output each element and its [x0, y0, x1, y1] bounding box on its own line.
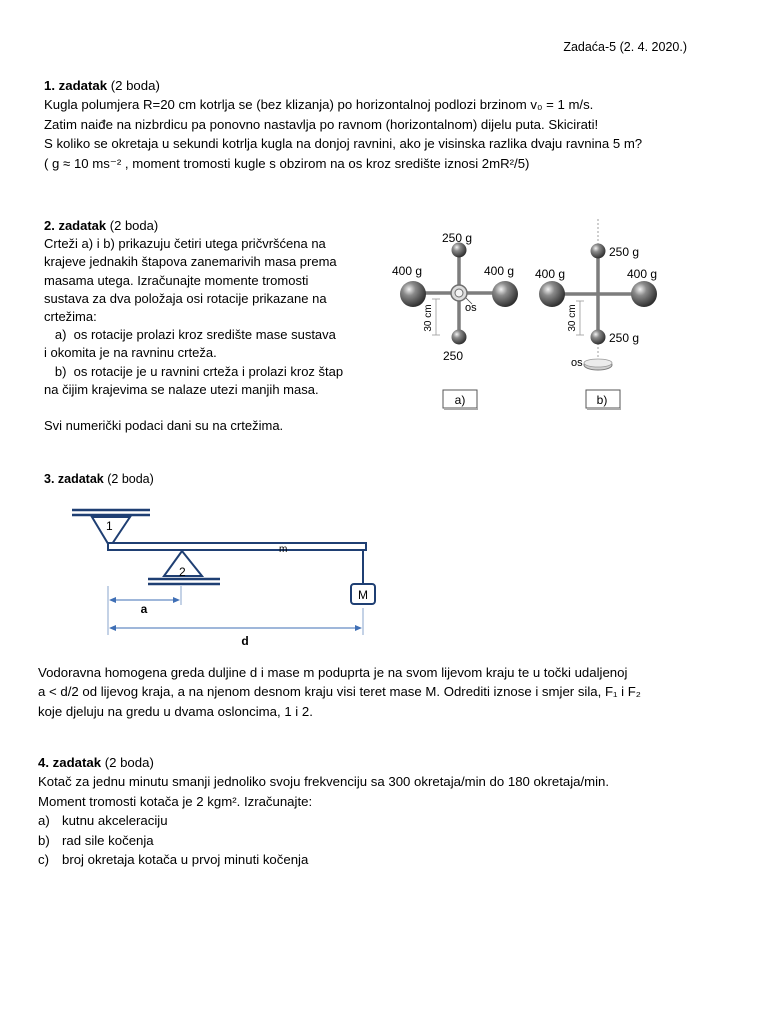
task-2-line: masama utega. Izračunajte momente tromosti — [44, 272, 309, 288]
mass-ball-small — [591, 330, 606, 345]
task-4-item-label: b) — [38, 832, 50, 848]
task-1-heading — [44, 76, 642, 95]
label-distance-d: d — [241, 634, 249, 648]
task-2-figure — [380, 215, 680, 415]
task-2-line: na čijim krajevima se nalaze utezi manjih masa. — [44, 381, 319, 397]
task-2-line: sustava za dva položaja osi rotacije prikazane na — [44, 290, 327, 306]
task-1-line: Kugla polumjera R=20 cm kotrlja se (bez klizanja) po horizontalnoj podlozi brzinom v₀ = 1 m/s. — [44, 97, 594, 113]
task-1-title: 1. zadatak — [44, 78, 108, 93]
arrow-head — [173, 597, 180, 603]
figure-b — [535, 219, 657, 409]
task-1-line: ( g ≈ 10 ms⁻² , moment tromosti kugle s obzirom na os kroz središte iznosi 2mR²/5) — [44, 155, 530, 171]
task-4-item — [38, 831, 609, 850]
label-bottom-mass-b: 250 g — [609, 331, 640, 345]
task-4-item-text: broj okretaja kotača u prvoj minuti kočenja — [62, 852, 309, 868]
figure-a — [392, 231, 518, 409]
mass-ball-small — [452, 330, 467, 345]
axis-pivot-inner — [455, 289, 463, 297]
header-title: Zadaća-5 (2. 4. 2020.) — [563, 40, 687, 54]
task-4-title: 4. zadatak — [38, 755, 102, 770]
task-4-item — [38, 811, 609, 830]
label-left-mass-b: 400 g — [535, 267, 566, 281]
label-right-mass-b: 400 g — [627, 267, 658, 281]
task-2 — [44, 217, 343, 435]
label-top-mass-b: 250 g — [609, 245, 640, 259]
mass-ball-large — [492, 281, 518, 307]
task-1-line: S koliko se okretaja u sekundi kotrlja kugla na donjoj ravnini, ako je visinska razlika dvaju ravnina 5 m? — [44, 136, 643, 152]
arrow-head — [109, 625, 116, 631]
label-weight: M — [358, 588, 368, 602]
task-4-item-text: rad sile kočenja — [62, 832, 154, 848]
mass-ball-large — [631, 281, 657, 307]
task-4-heading — [38, 753, 609, 772]
task-3-title: 3. zadatak — [44, 472, 104, 486]
task-1-points: (2 boda) — [107, 78, 160, 93]
beam — [108, 543, 366, 550]
task-3-line: Vodoravna homogena greda duljine d i mase m poduprta je na svom lijevom kraju te u točki udaljenoj — [38, 665, 628, 680]
task-2-title: 2. zadatak — [44, 218, 107, 233]
task-3-line: a < d/2 od lijevog kraja, a na njenom desnom kraju visi teret mase M. Odrediti iznose i smjer sila, F₁ i F₂ — [38, 684, 641, 700]
label-dimension-a: 30 cm — [423, 304, 434, 332]
label-support-2: 2 — [179, 565, 186, 579]
task-2-line — [44, 399, 343, 417]
task-2-line: krajeve jednakih štapova zanemarivih masa prema — [44, 254, 337, 270]
task-1-line: Zatim naiđe na nizbrdicu pa ponovno nastavlja po ravnom (horizontalnom) dijelu puta. Skicirati! — [44, 116, 599, 132]
mass-ball-large — [539, 281, 565, 307]
task-4 — [38, 753, 609, 869]
task-4-line: Kotač za jednu minutu smanji jednoliko svoju frekvenciju sa 300 okretaja/min do 180 okretaja/min. — [38, 774, 610, 790]
label-dimension-b: 30 cm — [567, 304, 578, 332]
label-distance-a: a — [140, 602, 148, 616]
label-axis-a: os — [465, 302, 477, 314]
label-bottom-mass-a: 250 — [443, 349, 464, 363]
arrow-head — [355, 625, 362, 631]
task-4-item-text: kutnu akceleraciju — [62, 813, 168, 829]
task-4-points: (2 boda) — [101, 755, 154, 770]
caption-b: b) — [596, 393, 608, 407]
label-left-mass-a: 400 g — [392, 264, 423, 278]
label-support-1: 1 — [106, 519, 113, 533]
label-top-mass-a: 250 g — [442, 231, 473, 245]
label-beam-mass: m — [279, 544, 288, 555]
task-3-line: koje djeluju na gredu u dvama osloncima, 1 i 2. — [38, 703, 313, 719]
mass-ball-small — [591, 244, 606, 259]
task-2-line: crtežima: — [44, 309, 97, 325]
mass-ball-large — [400, 281, 426, 307]
task-1 — [44, 76, 642, 173]
task-2-line: i okomita je na ravninu crteža. — [44, 345, 217, 361]
task-3-heading — [44, 470, 154, 489]
task-2-line: Svi numerički podaci dani su na crtežima. — [44, 418, 284, 434]
task-3-heading-block — [44, 470, 154, 489]
caption-a: a) — [454, 393, 466, 407]
label-right-mass-a: 400 g — [484, 264, 515, 278]
task-3-points: (2 boda) — [103, 472, 154, 486]
task-4-item-label: c) — [38, 852, 49, 868]
axis-base-top — [584, 359, 612, 367]
task-2-line: a) os rotacije prolazi kroz središte mase sustava — [44, 327, 336, 343]
task-4-item-label: a) — [38, 813, 50, 829]
task-2-line: Crteži a) i b) prikazuju četiri utega pričvršćena na — [44, 236, 326, 252]
task-2-heading — [44, 217, 343, 235]
arrow-head — [109, 597, 116, 603]
task-2-points: (2 boda) — [106, 218, 159, 233]
task-4-item — [38, 850, 609, 869]
task-3-figure — [60, 500, 390, 650]
label-axis-b: os — [571, 357, 583, 369]
task-3-text — [38, 663, 641, 721]
task-2-line: b) os rotacije je u ravnini crteža i prolazi kroz štap — [44, 363, 344, 379]
task-4-line: Moment tromosti kotača je 2 kgm². Izračunajte: — [38, 793, 313, 809]
